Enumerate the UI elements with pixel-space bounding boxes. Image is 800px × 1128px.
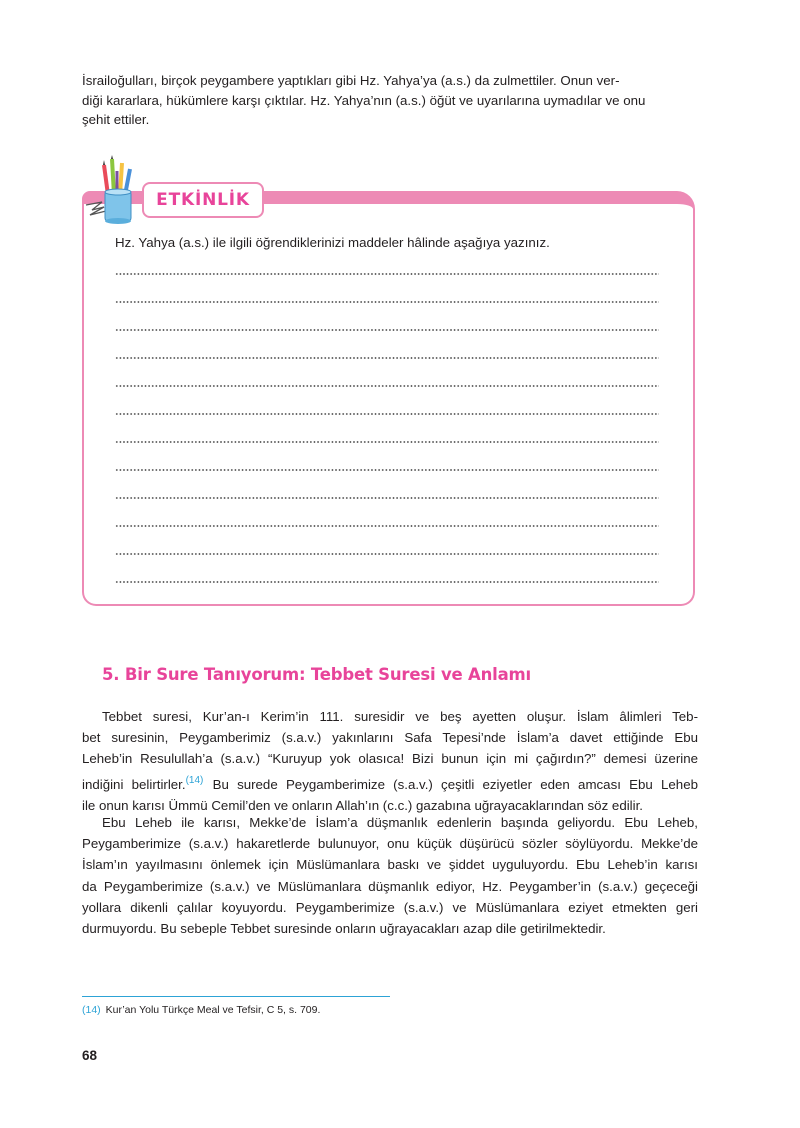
answer-line[interactable] <box>115 457 659 479</box>
paragraph-line: da Peygamberimize (s.a.v.) ve Müslümanlara düşmanlık ediyor, Hz. Peygamber’in (s.a.v.) geçeceği <box>82 878 698 894</box>
activity-title: ETKİNLİK <box>156 190 250 210</box>
paragraph-line: Leheb’in Resulullah’a (s.a.v.) “Kuruyup yok olasıca! Bizi bunun için mi çağırdın?” demesi üzerine <box>82 751 698 767</box>
paragraph-line: Tebbet suresi, Kur’an-ı Kerim’in 111. suresidir ve beş ayetten oluşur. İslam âlimleri Teb- <box>102 709 698 724</box>
activity-title-tab <box>142 182 264 218</box>
paragraph-text: indiğini belirtirler. <box>82 776 186 792</box>
paragraph-line-with-ref <box>82 770 698 795</box>
paragraph-line: durmuyordu. Bu sebeple Tebbet suresinde onların uğrayacakları azap dile getirilmektedir. <box>82 921 606 937</box>
intro-line: şehit ettiler. <box>82 112 150 128</box>
answer-line[interactable] <box>115 261 659 283</box>
footnote-reference[interactable]: (14) <box>185 774 204 786</box>
section-paragraph-2 <box>82 812 698 939</box>
footnote-number: (14) <box>82 1004 101 1016</box>
paragraph-line: yollara dikenli çalılar koyuyordu. Peygamberimize (s.a.v.) ve Müslümanlara eziyet etmekten geri <box>82 899 698 915</box>
footnote-divider <box>82 996 390 997</box>
section-heading: 5. Bir Sure Tanıyorum: Tebbet Suresi ve Anlamı <box>102 665 532 684</box>
paragraph-text: Bu surede Peygamberimize (s.a.v.) çeşitli eziyetler eden amcası Ebu Leheb <box>204 776 698 792</box>
footnote-text: Kur’an Yolu Türkçe Meal ve Tefsir, C 5, s. 709. <box>105 1004 321 1016</box>
paragraph-line: bet suresinin, Peygamberimiz (s.a.v.) yakınlarını Safa Tepesi’nde İslam’a davet ettiğinde Ebu <box>82 730 698 746</box>
answer-line[interactable] <box>115 513 659 535</box>
answer-line[interactable] <box>115 289 659 311</box>
intro-line: diği kararlara, hükümlere karşı çıktılar. Hz. Yahya’nın (a.s.) öğüt ve uyarılarına uymadılar ve onu <box>82 92 646 108</box>
answer-line[interactable] <box>115 401 659 423</box>
answer-line[interactable] <box>115 541 659 563</box>
section-paragraph-1 <box>82 706 698 816</box>
paragraph-line: İslam’ın yayılmasını önlemek için Müslümanlara baskı ve şiddet uyguluyordu. Ebu Leheb’in karısı <box>82 857 698 873</box>
answer-line[interactable] <box>115 429 659 451</box>
pencil-cup-icon <box>84 155 142 225</box>
page-number: 68 <box>82 1048 98 1063</box>
answer-line[interactable] <box>115 485 659 507</box>
intro-line: İsrailoğulları, birçok peygambere yaptıkları gibi Hz. Yahya’ya (a.s.) da zulmettiler. Onun ver- <box>82 73 620 88</box>
answer-line[interactable] <box>115 373 659 395</box>
paragraph-line: Ebu Leheb ile karısı, Mekke’de İslam’a düşmanlık edenlerin başında geliyordu. Ebu Leheb, <box>102 815 698 830</box>
paragraph-line: ile onun karısı Ümmü Cemil’den ve onların Allah’ın (c.c.) gazabına uğrayacaklarından söz edilir. <box>82 797 643 813</box>
footnote <box>82 1004 320 1016</box>
answer-line[interactable] <box>115 317 659 339</box>
intro-paragraph <box>82 71 698 130</box>
answer-line[interactable] <box>115 569 659 591</box>
answer-line[interactable] <box>115 345 659 367</box>
paragraph-line: Peygamberimize (s.a.v.) hakaretlerde bulunuyor, onu küçük düşürücü sözler söylüyordu. Mekke’de <box>82 836 698 852</box>
activity-instruction: Hz. Yahya (a.s.) ile ilgili öğrendiklerinizi maddeler hâlinde aşağıya yazınız. <box>115 235 550 250</box>
